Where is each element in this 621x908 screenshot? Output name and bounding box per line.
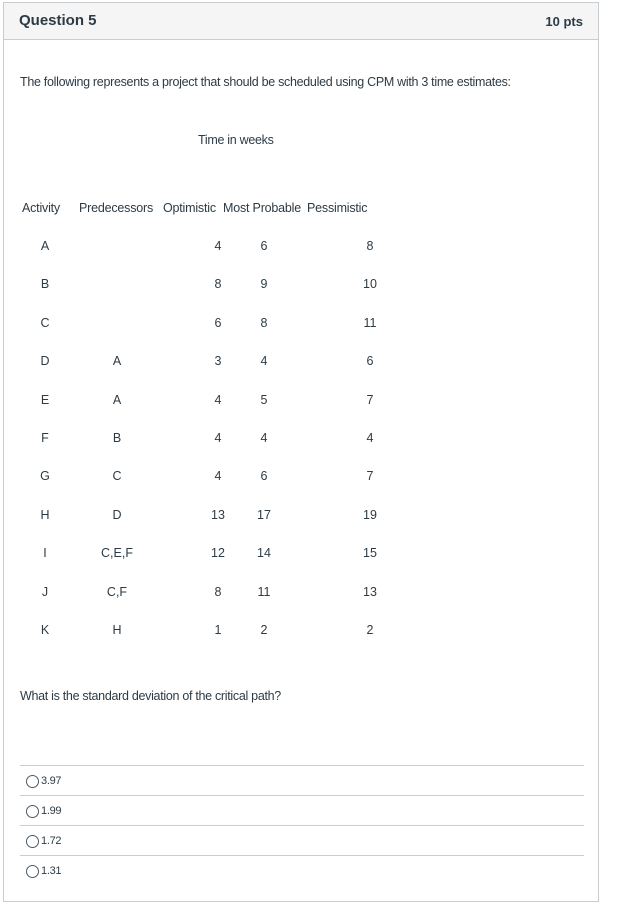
- cell-predecessor: D: [112, 508, 122, 522]
- cell-predecessor: C: [112, 469, 122, 483]
- cell-most-probable: 17: [257, 508, 271, 522]
- cell-predecessor: A: [112, 354, 122, 368]
- cell-optimistic: 1: [214, 623, 222, 637]
- answer-option[interactable]: [20, 855, 584, 885]
- cell-predecessor: B: [112, 431, 122, 445]
- cell-activity: F: [41, 431, 49, 445]
- answer-label[interactable]: 3.97: [41, 775, 62, 787]
- cell-activity: K: [40, 623, 50, 637]
- cell-pessimistic: 15: [363, 546, 377, 560]
- answer-option[interactable]: [20, 825, 584, 855]
- cell-optimistic: 8: [214, 277, 222, 291]
- radio-button[interactable]: [26, 805, 39, 818]
- cell-most-probable: 4: [260, 431, 268, 445]
- cell-pessimistic: 11: [363, 316, 377, 330]
- cell-optimistic: 4: [214, 393, 222, 407]
- header-activity: Activity: [22, 201, 60, 215]
- answer-option[interactable]: [20, 795, 584, 825]
- header-most-probable: Most Probable: [223, 201, 301, 215]
- cell-predecessor: C,F: [106, 585, 128, 599]
- time-caption: Time in weeks: [198, 133, 274, 147]
- cell-optimistic: 3: [214, 354, 222, 368]
- cell-activity: D: [40, 354, 50, 368]
- cell-most-probable: 8: [260, 316, 268, 330]
- answer-label[interactable]: 1.31: [41, 865, 62, 877]
- cell-most-probable: 5: [260, 393, 268, 407]
- cell-most-probable: 11: [257, 585, 271, 599]
- cell-most-probable: 6: [260, 469, 268, 483]
- answer-label[interactable]: 1.99: [41, 805, 62, 817]
- cell-most-probable: 6: [260, 239, 268, 253]
- cell-optimistic: 6: [214, 316, 222, 330]
- cell-activity: G: [40, 469, 50, 483]
- cell-pessimistic: 6: [366, 354, 374, 368]
- cell-activity: A: [40, 239, 50, 253]
- cell-predecessor: C,E,F: [101, 546, 133, 560]
- cell-pessimistic: 7: [366, 393, 374, 407]
- question-points: 10 pts: [545, 14, 583, 29]
- cell-pessimistic: 7: [366, 469, 374, 483]
- cell-pessimistic: 13: [363, 585, 377, 599]
- cell-most-probable: 9: [260, 277, 268, 291]
- cell-most-probable: 14: [257, 546, 271, 560]
- header-predecessors: Predecessors: [79, 201, 154, 215]
- question-card: [3, 2, 599, 902]
- answer-option[interactable]: [20, 765, 584, 795]
- radio-button[interactable]: [26, 835, 39, 848]
- cell-predecessor: A: [112, 393, 122, 407]
- cell-most-probable: 4: [260, 354, 268, 368]
- header-pessimistic: Pessimistic: [307, 201, 368, 215]
- cell-optimistic: 8: [214, 585, 222, 599]
- cell-optimistic: 4: [214, 431, 222, 445]
- cell-pessimistic: 4: [366, 431, 374, 445]
- cell-optimistic: 4: [214, 469, 222, 483]
- radio-button[interactable]: [26, 775, 39, 788]
- question-intro: The following represents a project that should be scheduled using CPM with 3 time estimates:: [20, 75, 511, 89]
- cell-predecessor: H: [112, 623, 122, 637]
- cell-optimistic: 13: [211, 508, 225, 522]
- cell-activity: C: [40, 316, 50, 330]
- cell-activity: H: [40, 508, 50, 522]
- answer-list: [20, 765, 584, 885]
- cell-pessimistic: 2: [366, 623, 374, 637]
- question-title: Question 5: [19, 12, 97, 29]
- answer-label[interactable]: 1.72: [41, 835, 62, 847]
- radio-button[interactable]: [26, 865, 39, 878]
- cell-pessimistic: 8: [366, 239, 374, 253]
- cell-pessimistic: 10: [363, 277, 377, 291]
- cell-activity: I: [43, 546, 47, 560]
- cell-pessimistic: 19: [363, 508, 377, 522]
- header-optimistic: Optimistic: [163, 201, 216, 215]
- cell-optimistic: 12: [211, 546, 225, 560]
- cell-activity: E: [40, 393, 50, 407]
- cell-activity: B: [40, 277, 50, 291]
- cell-most-probable: 2: [260, 623, 268, 637]
- question-prompt: What is the standard deviation of the critical path?: [20, 689, 281, 703]
- cell-activity: J: [41, 585, 49, 599]
- cell-optimistic: 4: [214, 239, 222, 253]
